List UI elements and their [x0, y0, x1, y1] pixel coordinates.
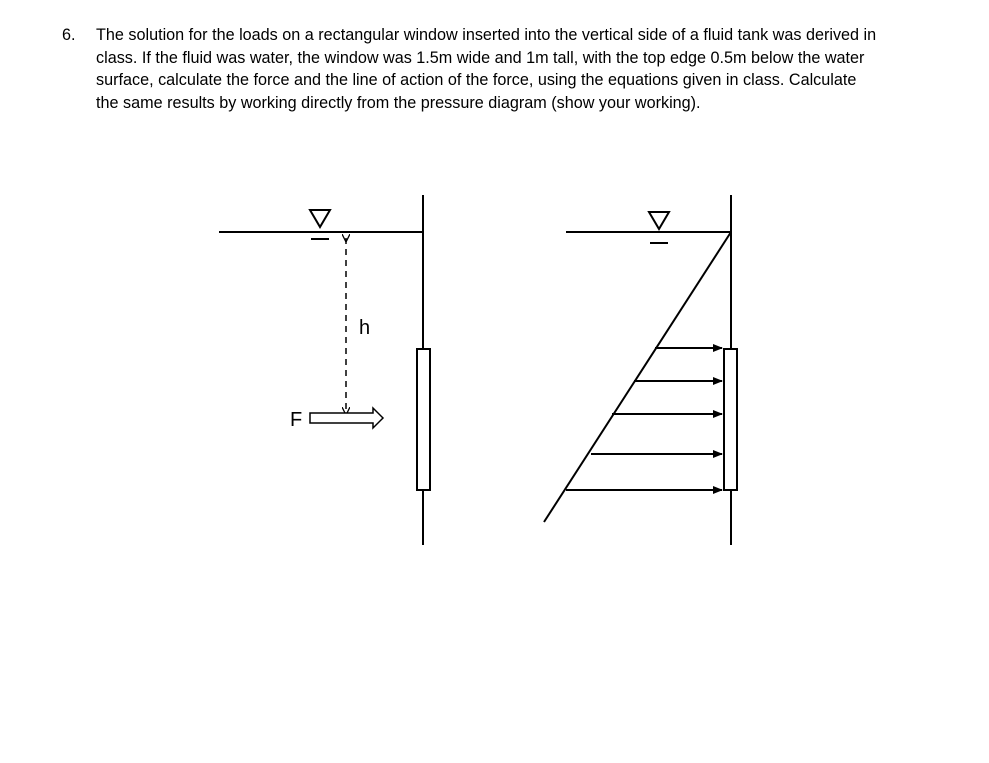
right-window — [724, 349, 737, 490]
left-water-level-symbol-icon — [310, 210, 330, 239]
right-panel — [544, 195, 737, 545]
right-water-level-symbol-icon — [649, 212, 669, 243]
force-label: F — [290, 409, 303, 431]
force-arrow-icon — [310, 408, 383, 428]
left-panel — [219, 195, 430, 545]
pressure-distribution-line — [544, 232, 731, 522]
left-window — [417, 349, 430, 490]
depth-label: h — [359, 317, 371, 339]
question-number: 6. — [62, 26, 76, 44]
pressure-arrows — [566, 348, 722, 490]
question-text: The solution for the loads on a rectangular window inserted into the vertical side of a fluid tank was derived in class. If the fluid was water, the window was 1.5m wide and 1m tall, with the top edge 0.5m below the water surface, calculate the force and the line of action of the force, using the equations given in class. Calculate the same results by working directly from the pressure diagram (show your working). — [96, 26, 877, 112]
